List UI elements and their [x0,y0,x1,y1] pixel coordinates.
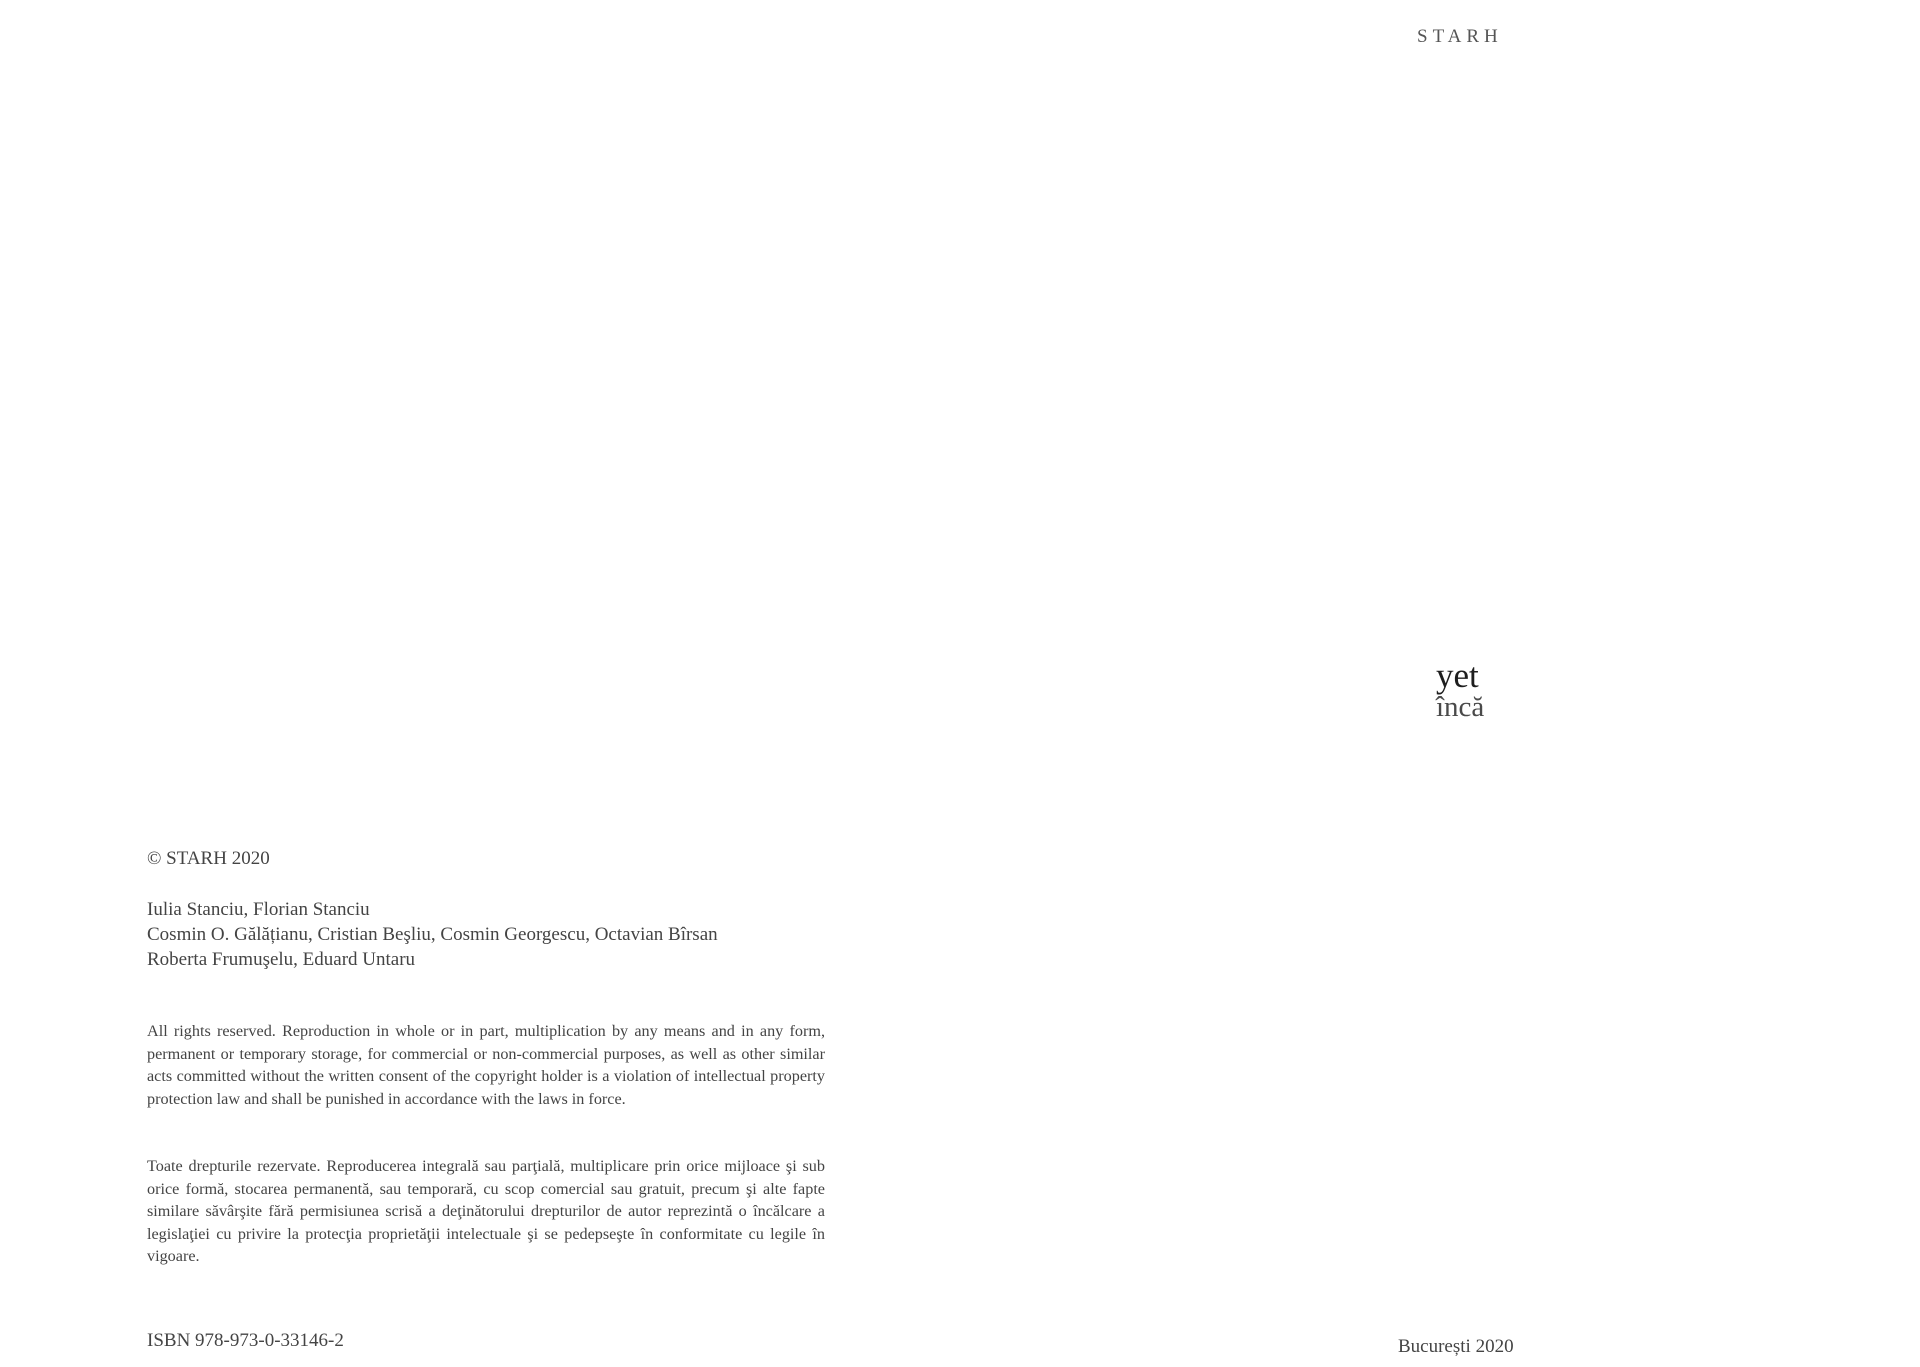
title-block [1436,658,1484,722]
rights-statement-romanian: Toate drepturile rezervate. Reproducerea integrală sau parţială, multiplicare prin orice mijloace şi sub orice formă, stocarea permanentă, sau temporară, cu scop comercial sau gratuit, precum şi alte fapte similare săvârşite fără permisiunea scrisă a deţinătorului drepturilor de autor reprezintă o încălcare a legislaţiei cu privire la protecţia proprietăţii intelectuale şi se pedepseşte în conformitate cu legile în vigoare. [147,1157,825,1265]
isbn-number: ISBN 978-973-0-33146-2 [147,1330,344,1351]
credits-line: Iulia Stanciu, Florian Stanciu [147,899,370,920]
credits-line: Roberta Frumuşelu, Eduard Untaru [147,949,416,970]
credits-block [147,897,718,972]
rights-statement-english: All rights reserved. Reproduction in whole or in part, multiplication by any means and in any form, permanent or temporary storage, for commercial or non-commercial purposes, as well as other similar acts committed without the written consent of the copyright holder is a violation of intellectual property protection law and shall be punished in accordance with the laws in force. [147,1022,825,1108]
title-english: yet [1436,656,1479,695]
place-and-year: București 2020 [1398,1336,1514,1357]
copyright-notice: © STARH 2020 [147,848,270,869]
publisher-name: STARH [1417,26,1503,47]
title-romanian: încă [1436,691,1485,723]
credits-line: Cosmin O. Gălățianu, Cristian Beşliu, Cosmin Georgescu, Octavian Bîrsan [147,924,718,945]
